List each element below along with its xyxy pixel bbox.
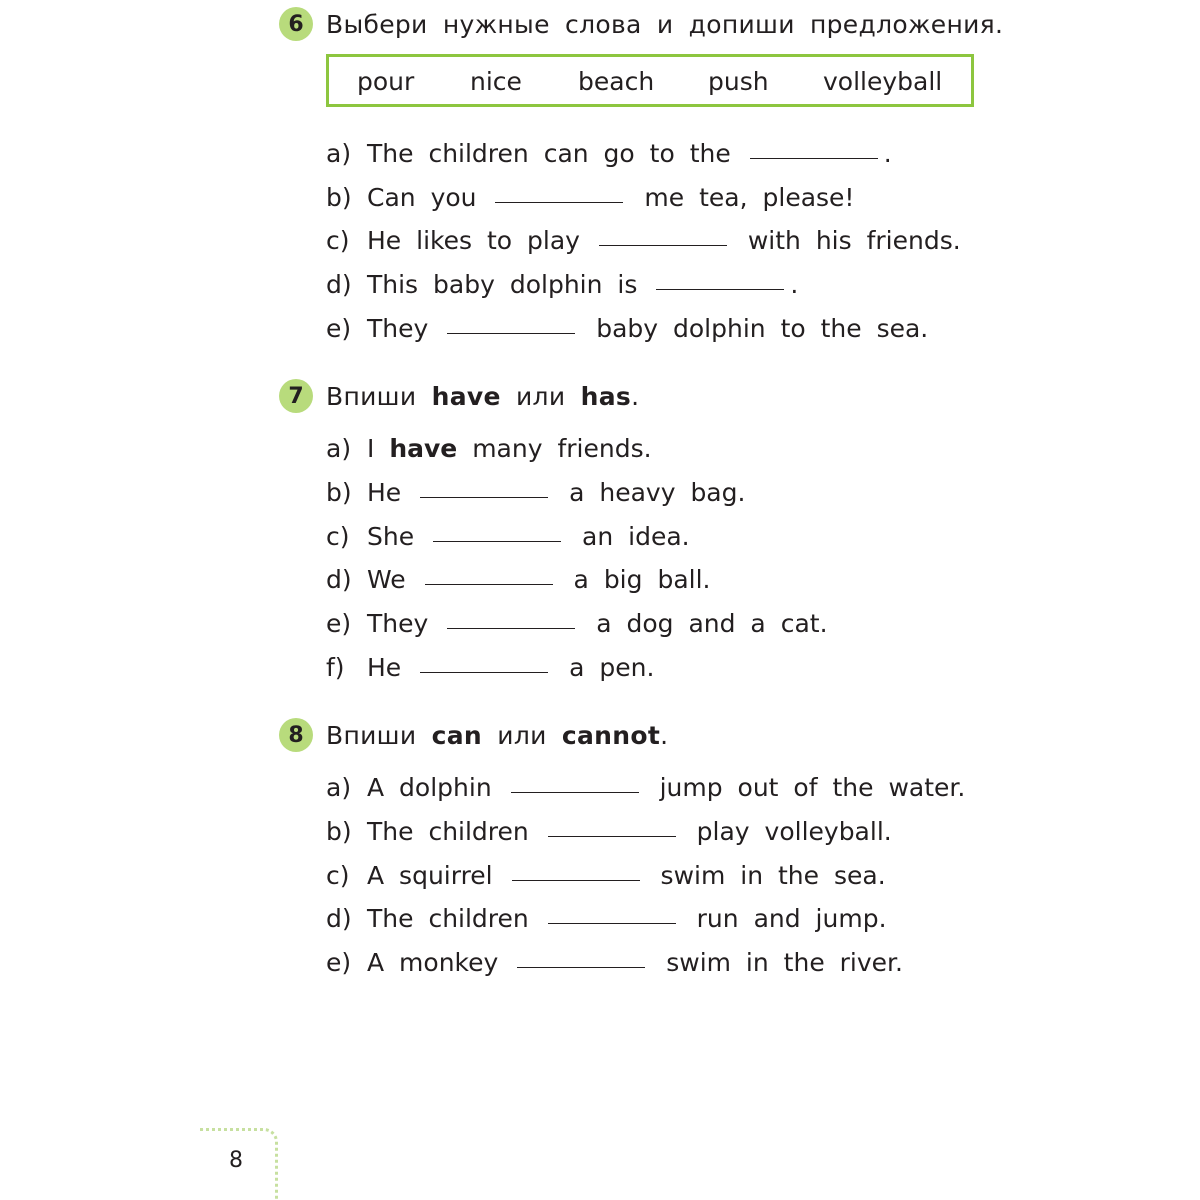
page-number: 8 [229,1148,243,1173]
example-answer: have [389,434,458,463]
answer-blank[interactable] [750,157,878,159]
answer-blank[interactable] [548,835,676,837]
sentence-text: a heavy bag. [569,478,746,507]
item-letter: e) [326,948,352,977]
sentence-row [326,946,903,980]
answer-blank[interactable] [420,671,548,673]
item-letter: c) [326,226,350,255]
item-letter: e) [326,314,352,343]
exercise-7-header [279,378,639,414]
sentence-text: a dog and a cat. [596,609,828,638]
word-bank-item: beach [578,67,655,96]
answer-blank[interactable] [511,791,639,793]
sentence-row [326,312,928,346]
sentence-text: jump out of the water. [659,773,966,802]
sentence-row [326,268,798,302]
answer-blank[interactable] [495,201,623,203]
sentence-row [326,815,892,849]
sentence-text: an idea. [582,522,690,551]
sentence-text: A monkey [367,948,499,977]
answer-blank[interactable] [517,966,645,968]
exercise-number-badge: 7 [279,379,313,413]
exercise-number-badge: 6 [279,7,313,41]
sentence-text: a big ball. [573,565,711,594]
sentence-text: She [367,522,415,551]
exercise-instruction: Впиши have или has. [326,381,640,411]
sentence-row [326,520,690,554]
item-letter: c) [326,522,350,551]
sentence-row [326,607,828,641]
example-row [326,432,652,466]
sentence-text: swim in the river. [666,948,903,977]
sentence-text: A squirrel [367,861,493,890]
sentence-text: He [367,653,402,682]
sentence-row [326,859,886,893]
sentence-text: They [367,609,429,638]
word-bank-item: nice [470,67,522,96]
sentence-text: I [367,434,375,463]
sentence-text: They [367,314,429,343]
word-bank-item: push [708,67,769,96]
item-letter: b) [326,817,352,846]
item-letter: d) [326,565,352,594]
answer-blank[interactable] [548,922,676,924]
exercise-number-badge: 8 [279,718,313,752]
exercise-instruction: Выбери нужные слова и допиши предложения. [326,9,1004,39]
answer-blank[interactable] [447,627,575,629]
sentence-text: baby dolphin to the sea. [596,314,929,343]
sentence-row [326,902,887,936]
answer-blank[interactable] [599,244,727,246]
word-bank [326,54,974,107]
sentence-text: The children [367,904,529,933]
sentence-text: with his friends. [747,226,961,255]
sentence-text: many friends. [472,434,652,463]
sentence-text: Can you [367,183,477,212]
exercise-6-header [279,6,1003,42]
answer-blank[interactable] [420,496,548,498]
sentence-row [326,224,961,258]
item-letter: a) [326,773,352,802]
item-letter: a) [326,139,352,168]
sentence-text: a pen. [569,653,655,682]
answer-blank[interactable] [512,879,640,881]
sentence-text: The children can go to the [367,139,731,168]
sentence-text: This baby dolphin is [367,270,638,299]
sentence-text: run and jump. [696,904,887,933]
exercise-instruction: Впиши can или cannot. [326,720,669,750]
item-letter: d) [326,270,352,299]
word-bank-item: volleyball [823,67,943,96]
sentence-row [326,137,892,171]
answer-blank[interactable] [447,332,575,334]
item-letter: e) [326,609,352,638]
sentence-row [326,771,965,805]
sentence-row [326,563,710,597]
item-letter: d) [326,904,352,933]
sentence-text: play volleyball. [696,817,892,846]
sentence-text: The children [367,817,529,846]
sentence-text: A dolphin [367,773,492,802]
answer-blank[interactable] [433,540,561,542]
sentence-text: He likes to play [367,226,580,255]
sentence-text: He [367,478,402,507]
word-bank-item: pour [357,67,415,96]
answer-blank[interactable] [656,288,784,290]
exercise-8-header [279,717,668,753]
sentence-text: me tea, please! [644,183,855,212]
sentence-text: swim in the sea. [660,861,886,890]
sentence-row [326,651,654,685]
answer-blank[interactable] [425,583,553,585]
sentence-row [326,181,854,215]
item-letter: b) [326,183,352,212]
item-letter: b) [326,478,352,507]
sentence-text: . [883,139,892,168]
sentence-text: We [367,565,406,594]
item-letter: f) [326,653,345,682]
item-letter: c) [326,861,350,890]
sentence-text: . [790,270,799,299]
sentence-row [326,476,745,510]
item-letter: a) [326,434,352,463]
